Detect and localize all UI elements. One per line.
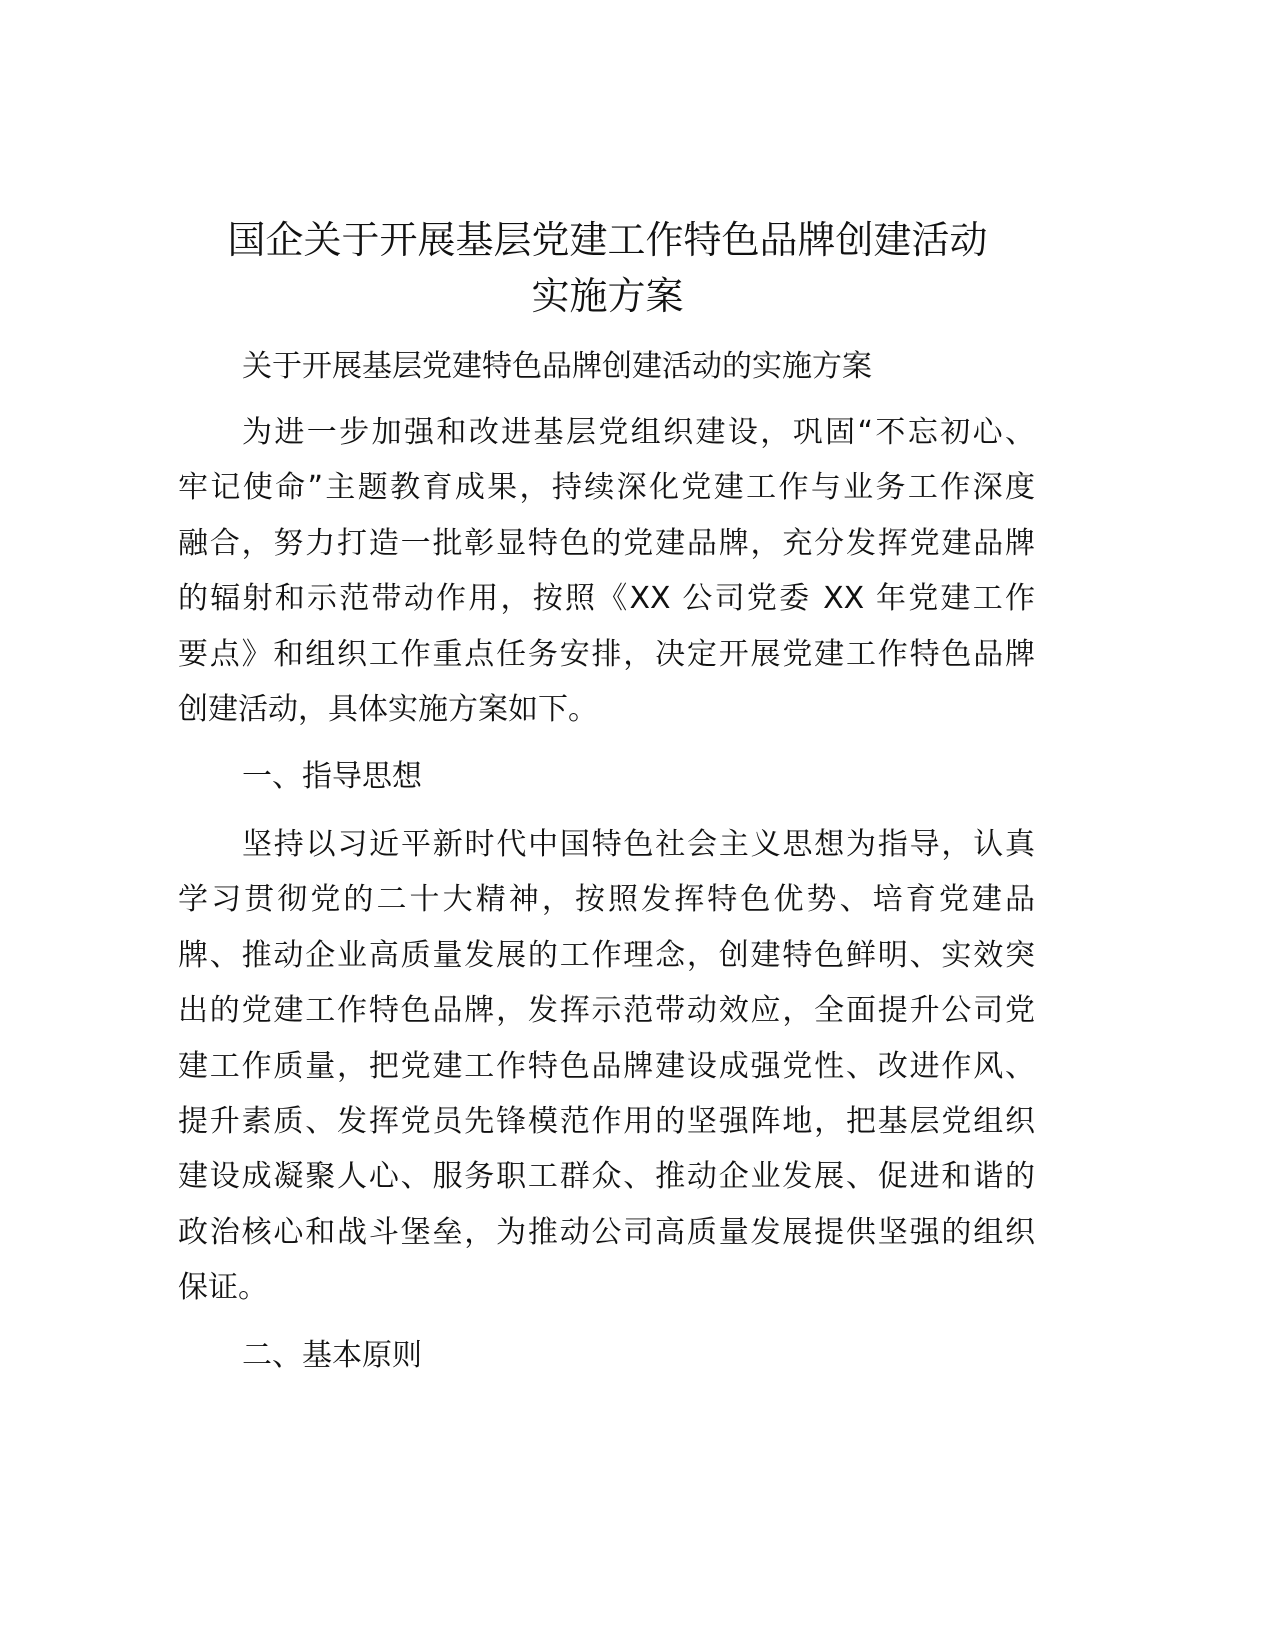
- paragraph-line: 牌、推动企业高质量发展的工作理念，创建特色鲜明、实效突: [178, 937, 1035, 973]
- heading-text: 一、指导思想: [242, 759, 422, 794]
- section-heading-1: [178, 749, 1035, 804]
- paragraph-line: 保证。: [178, 1270, 268, 1306]
- section-heading-2: [178, 1328, 1035, 1383]
- subtitle: [178, 339, 1035, 394]
- paragraph-guiding-ideology: [178, 817, 1035, 1316]
- document-title: [150, 212, 1065, 324]
- title-line: 国企关于开展基层党建工作特色品牌创建活动: [227, 218, 988, 262]
- paragraph-intro: [178, 405, 1035, 737]
- heading-text: 二、基本原则: [242, 1338, 422, 1373]
- paragraph-line: 建设成凝聚人心、服务职工群众、推动企业发展、促进和谐的: [178, 1159, 1035, 1195]
- paragraph-line: 的辐射和示范带动作用，按照《XX 公司党委 XX 年党建工作: [178, 581, 1035, 617]
- paragraph-line: 政治核心和战斗堡垒，为推动公司高质量发展提供坚强的组织: [178, 1214, 1035, 1250]
- paragraph-line: 牢记使命”主题教育成果，持续深化党建工作与业务工作深度: [178, 470, 1035, 506]
- paragraph-line: 学习贯彻党的二十大精神，按照发挥特色优势、培育党建品: [178, 882, 1035, 918]
- paragraph-line: 创建活动，具体实施方案如下。: [178, 691, 598, 727]
- paragraph-line: 要点》和组织工作重点任务安排，决定开展党建工作特色品牌: [178, 636, 1035, 672]
- paragraph-line: 为进一步加强和改进基层党组织建设，巩固“不忘初心、: [242, 415, 1035, 450]
- subtitle-text: 关于开展基层党建特色品牌创建活动的实施方案: [242, 349, 872, 384]
- paragraph-line: 出的党建工作特色品牌，发挥示范带动效应，全面提升公司党: [178, 993, 1035, 1029]
- title-line: 实施方案: [531, 274, 684, 318]
- paragraph-line: 建工作质量，把党建工作特色品牌建设成强党性、改进作风、: [178, 1048, 1035, 1084]
- paragraph-line: 融合，努力打造一批彰显特色的党建品牌，充分发挥党建品牌: [178, 525, 1035, 561]
- paragraph-line: 提升素质、发挥党员先锋模范作用的坚强阵地，把基层党组织: [178, 1103, 1035, 1139]
- paragraph-line: 坚持以习近平新时代中国特色社会主义思想为指导，认真: [242, 827, 1035, 862]
